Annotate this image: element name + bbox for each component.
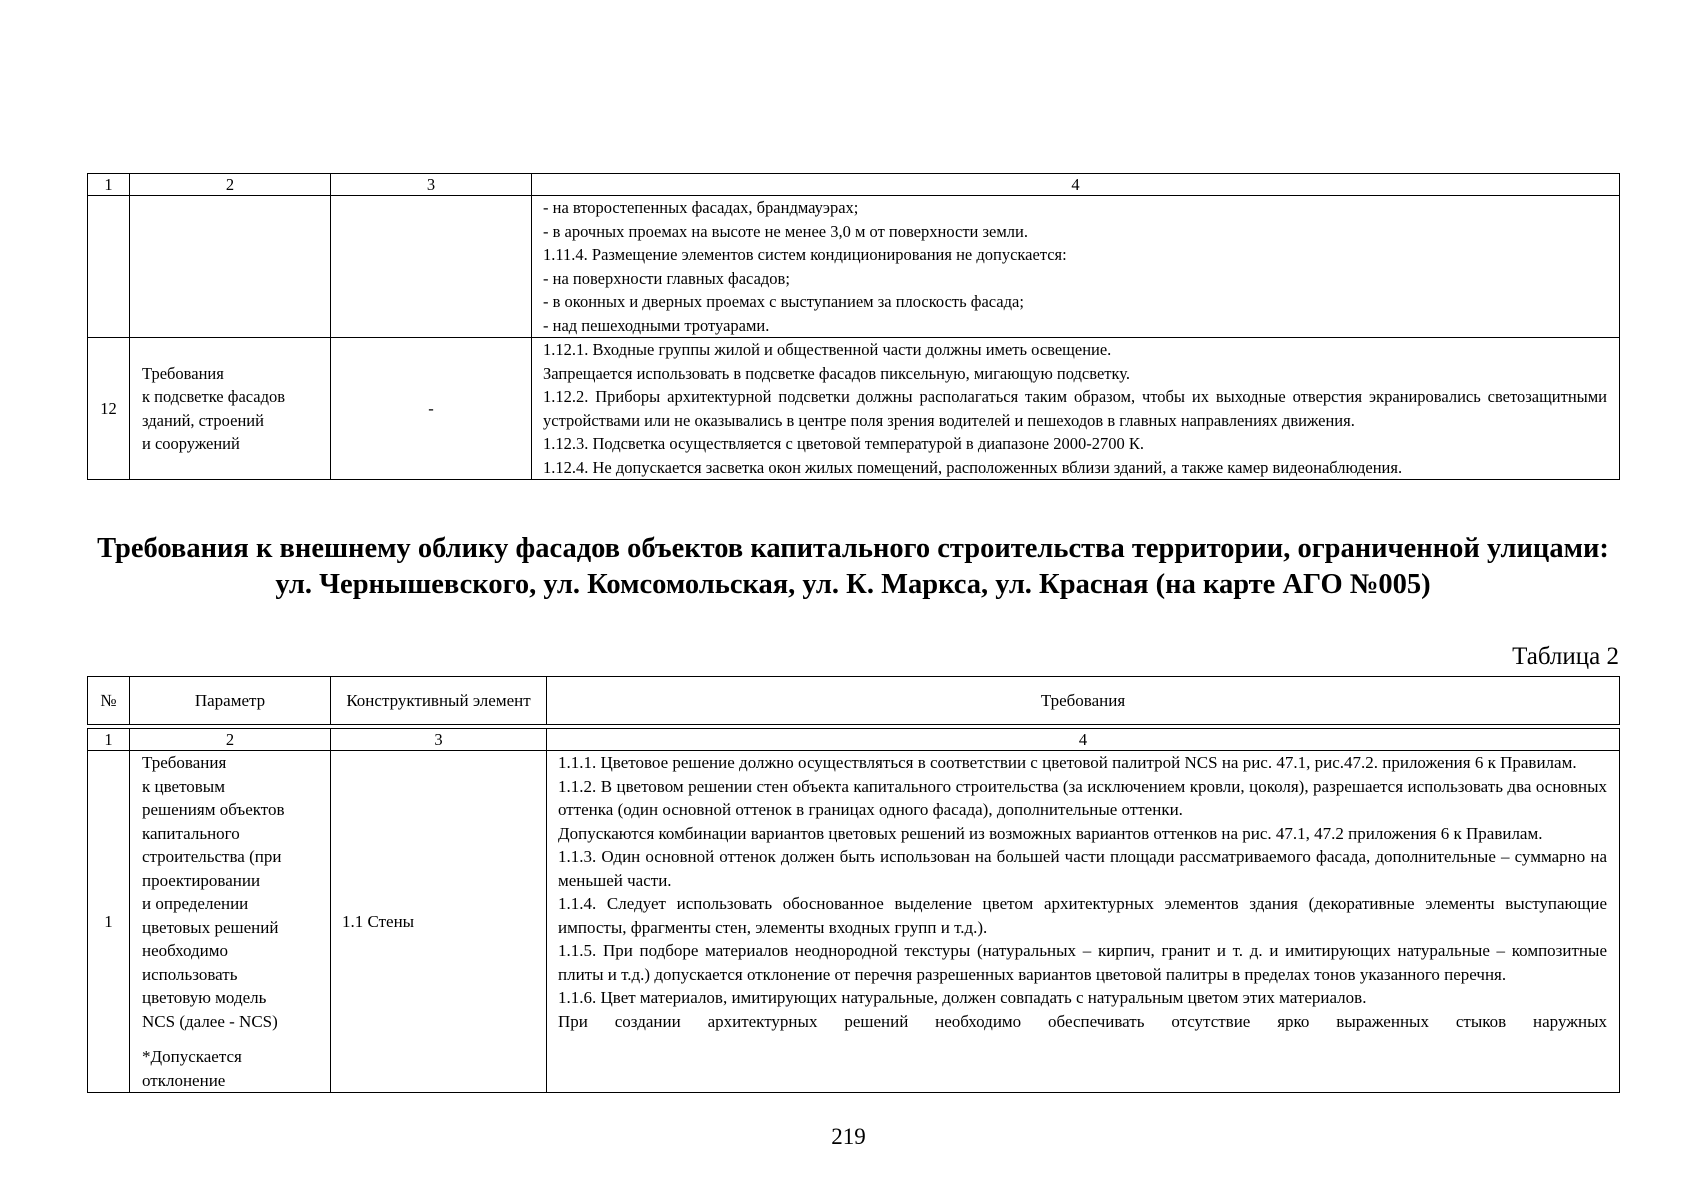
parameter-cell: Требования к цветовым решениям объектов капитального строительства (при проектировании и определении цветовых решений необходимо использовать цветовую модель NCS (далее - NCS) *Допускается отклонение [130,751,331,1093]
section-heading: Требования к внешнему облику фасадов объектов капитального строительства территории, ограниченной улицами: ул. Чернышевского, ул. Комсомольская, ул. К. Маркса, ул. Красная (на карте АГО №005) [97,533,1609,600]
requirements-cell [532,338,1620,480]
req-paragraph: 1.1.6. Цвет материалов, имитирующих натуральные, должен совпадать с натуральным цветом этих материалов. [558,988,1367,1007]
table-row [88,338,1620,480]
req-line: 1.12.3. Подсветка осуществляется с цветовой температурой в диапазоне 2000-2700 К. [543,434,1145,453]
req-line: - над пешеходными тротуарами. [543,315,770,335]
req-line: - на поверхности главных фасадов; [543,268,790,288]
req-line: - в оконных и дверных проемах с выступанием за плоскость фасада; [543,292,1024,311]
requirements-cell [532,196,1620,338]
col-number-1: 1 [88,174,130,196]
facade-requirements-table [87,676,1620,1093]
element-cell: 1.1 Стены [331,751,547,1093]
row-number: 1 [88,751,130,1093]
col-number-2: 2 [130,174,331,196]
row-number: 12 [88,338,130,480]
header-element: Конструктивный элемент [331,677,547,725]
table-row [88,751,1620,1093]
parameter-cell: Требования к подсветке фасадов зданий, строений и сооружений [130,338,331,480]
requirements-cell [547,751,1620,1093]
req-line: - на второстепенных фасадах, брандмауэрах; [543,198,859,217]
column-number-row: 1 2 3 4 [88,729,1620,751]
req-paragraph: Допускаются комбинации вариантов цветовых решений из возможных вариантов оттенков на рис. 47.1, 47.2 приложения 6 к Правилам. [558,823,1543,843]
req-line: - в арочных проемах на высоте не менее 3,0 м от поверхности земли. [543,221,1028,241]
continuation-table [87,173,1620,480]
req-paragraph: 1.1.2. В цветовом решении стен объекта капитального строительства (за исключением кровли, цоколя), разрешается использовать два основных оттенка (один основной оттенок в границах одного фасада), дополнительные оттенки. [558,776,1607,819]
req-paragraph: При создании архитектурных решений необходимо обеспечивать отсутствие ярко выраженных стыков наружных [558,1011,1607,1031]
element-cell: - [331,338,532,480]
req-line: 1.12.4. Не допускается засветка окон жилых помещений, расположенных вблизи зданий, а также камер видеонаблюдения. [543,457,1403,477]
req-line: 1.11.4. Размещение элементов систем кондиционирования не допускается: [543,245,1067,264]
table-row [88,196,1620,338]
table-header-row [88,174,1620,196]
header-number: № [88,677,130,725]
col-number-3: 3 [331,174,532,196]
col-number-4: 4 [532,174,1620,196]
table-caption: Таблица 2 [1512,643,1619,670]
req-paragraph: 1.12.2. Приборы архитектурной подсветки должны располагаться таким образом, чтобы их выходные отверстия экранировались светозащитными устройствами или не оказывались в центре поля зрения водителей и пешеходов в главных направлениях движения. [543,387,1607,430]
req-paragraph: 1.1.5. При подборе материалов неоднородной текстуры (натуральных – кирпич, гранит и т. д. и имитирующих натуральные – композитные плиты и т.д.) допускается отклонение от перечня разрешенных вариантов цветовой палитры в пределах тонов указанного перечня. [558,941,1607,984]
table-header-row [88,677,1620,725]
req-paragraph: 1.1.4. Следует использовать обоснованное выделение цветом архитектурных элементов здания (декоративные элементы выступающие импосты, фрагменты стен, элементы входных групп и т.д.). [558,894,1607,937]
header-requirements: Требования [547,677,1620,725]
req-line: 1.12.1. Входные группы жилой и общественной части должны иметь освещение. [543,340,1112,359]
header-parameter: Параметр [130,677,331,725]
req-paragraph: 1.1.3. Один основной оттенок должен быть использован на большей части площади рассматриваемого фасада, дополнительные – суммарно на меньшей части. [558,847,1607,890]
page-number: 219 [831,1124,866,1149]
req-line: Запрещается использовать в подсветке фасадов пиксельную, мигающую подсветку. [543,363,1130,383]
req-paragraph: 1.1.1. Цветовое решение должно осуществляться в соответствии с цветовой палитрой NCS на рис. 47.1, рис.47.2. приложения 6 к Правилам. [558,753,1577,772]
